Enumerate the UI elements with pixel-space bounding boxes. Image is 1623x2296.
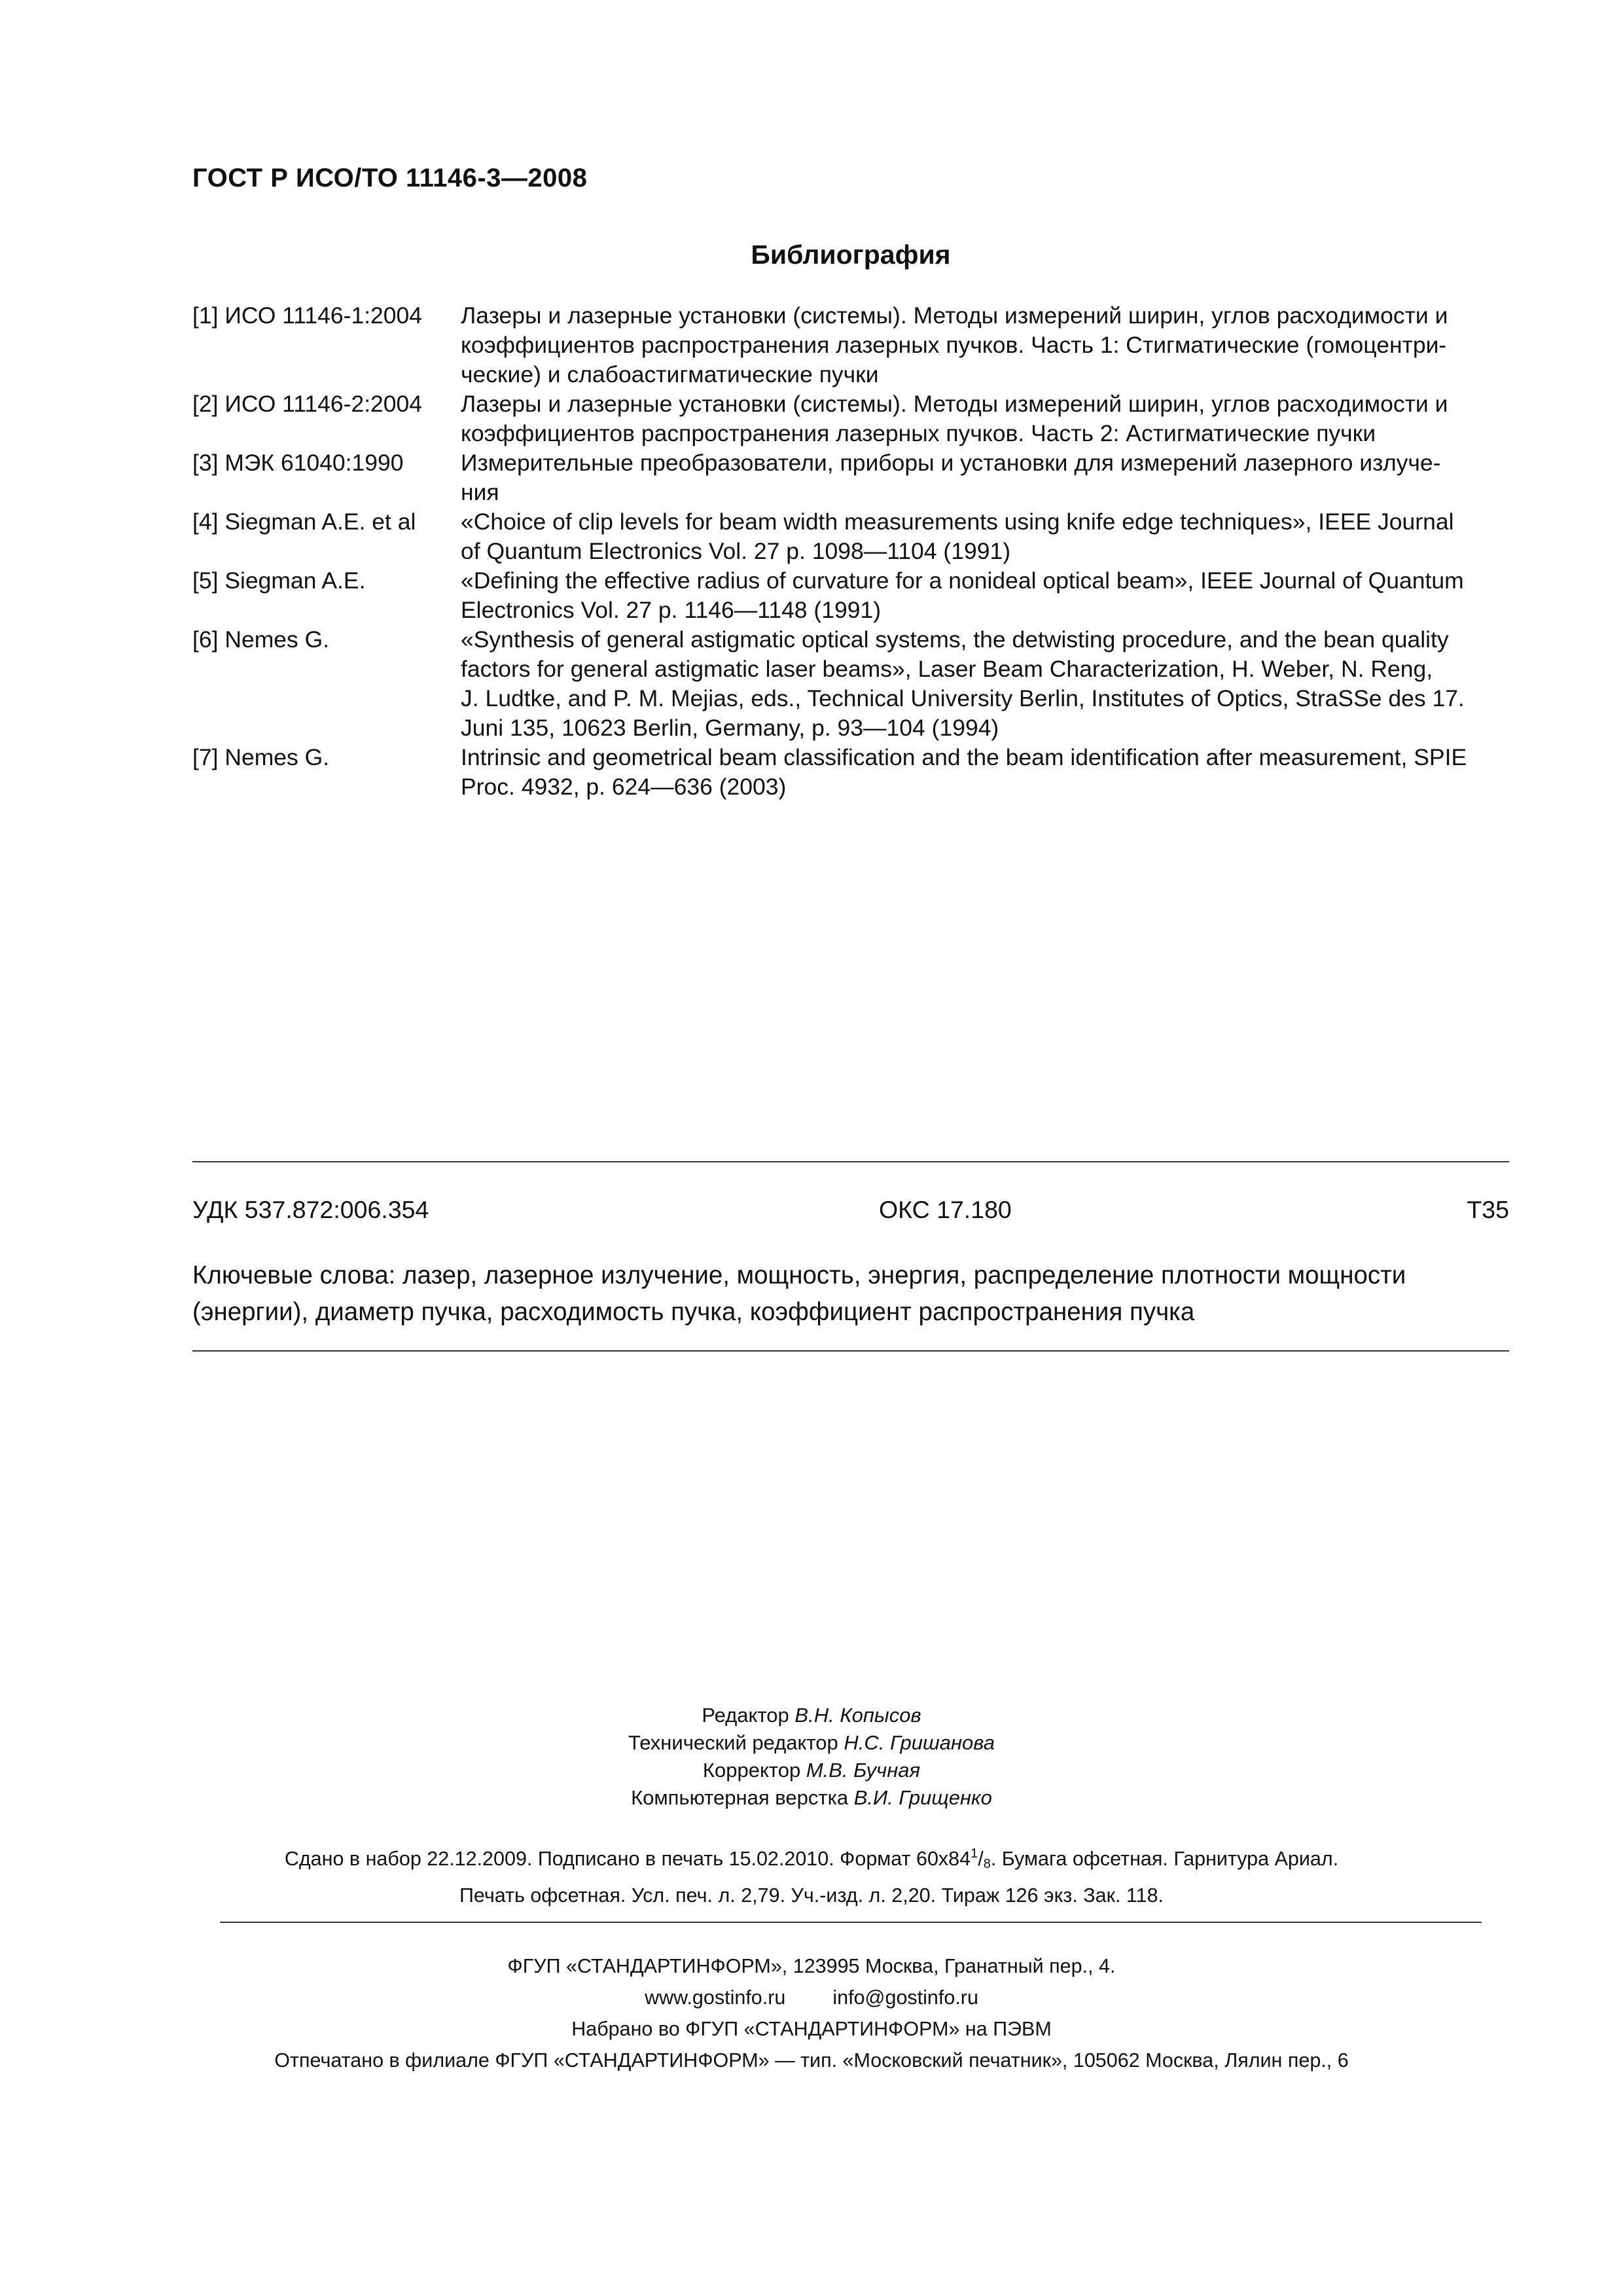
description-line: «Defining the effective radius of curvature for a nonideal optical beam», IEEE Journal of Quantum: [461, 567, 1464, 594]
bibliography-entry: [192, 389, 1509, 448]
description-line: коэффициентов распространения лазерных пучков. Часть 2: Астигматические пучки: [461, 420, 1376, 446]
bibliography-list: [192, 301, 1509, 802]
printed-at-info: Отпечатано в филиале ФГУП «СТАНДАРТИНФОРМ» — тип. «Московский печатник», 105062 Москва, Лялин пер., 6: [274, 2049, 1349, 2072]
classification-row: [192, 1196, 1509, 1224]
keywords-divider: [192, 1350, 1509, 1352]
publisher-divider: [220, 1922, 1482, 1923]
document-code-header: ГОСТ Р ИСО/ТО 11146-3—2008: [192, 164, 588, 192]
print-info-line: Сдано в набор 22.12.2009. Подписано в печать 15.02.2010. Формат $60x84^1/_8$. Бумага офсетная. Гарнитура Ариал.: [284, 1846, 1339, 1871]
bibliography-reference: [1] ИСО 11146-1:2004: [192, 302, 423, 329]
bibliography-description: [461, 301, 1509, 389]
description-line: ческие) и слабоастигматические пучки: [461, 361, 879, 387]
bibliography-entry: [192, 625, 1509, 743]
credit-role: Компьютерная верстка: [631, 1786, 849, 1809]
description-line: Proc. 4932, p. 624—636 (2003): [461, 774, 787, 800]
credit-name: М.В. Бучная: [806, 1759, 921, 1782]
credit-role: Технический редактор: [628, 1731, 838, 1754]
bibliography-reference: [2] ИСО 11146-2:2004: [192, 391, 423, 417]
credit-role: Редактор: [702, 1704, 789, 1727]
typeset-info: Набрано во ФГУП «СТАНДАРТИНФОРМ» на ПЭВМ: [571, 2018, 1052, 2040]
bibliography-reference: [7] Nemes G.: [192, 744, 330, 770]
bibliography-reference: [3] МЭК 61040:1990: [192, 450, 404, 476]
description-line: Лазеры и лазерные установки (системы). Методы измерений ширин, углов расходимости и: [461, 391, 1448, 417]
credit-name: Н.С. Гришанова: [844, 1731, 995, 1754]
keywords-line: Ключевые слова: лазер, лазерное излучение, мощность, энергия, распределение плотности мощности: [192, 1261, 1406, 1289]
description-line: of Quantum Electronics Vol. 27 p. 1098—1104 (1991): [461, 538, 1011, 564]
publisher-address: ФГУП «СТАНДАРТИНФОРМ», 123995 Москва, Гранатный пер., 4.: [507, 1955, 1116, 1977]
description-line: Лазеры и лазерные установки (системы). Методы измерений ширин, углов расходимости и: [461, 302, 1448, 329]
print-info-text: Сдано в набор 22.12.2009. Подписано в печать 15.02.2010. Формат 60x84: [284, 1848, 971, 1870]
email-link[interactable]: info@gostinfo.ru: [832, 1986, 978, 2009]
bibliography-description: [461, 743, 1509, 802]
bibliography-entry: [192, 566, 1509, 625]
bibliography-reference: [6] Nemes G.: [192, 626, 330, 653]
bibliography-description: [461, 507, 1509, 566]
credit-role: Корректор: [702, 1759, 801, 1782]
description-line: Измерительные преобразователи, приборы и установки для измерений лазерного излуче-: [461, 450, 1441, 476]
bibliography-entry: [192, 301, 1509, 389]
udk-code: УДК 537.872:006.354: [192, 1196, 429, 1223]
description-line: «Synthesis of general astigmatic optical systems, the detwisting procedure, and the bean quality: [461, 626, 1449, 653]
credits-block: [0, 1702, 1623, 1812]
bibliography-description: [461, 448, 1509, 507]
bibliography-entry: [192, 507, 1509, 566]
description-line: коэффициентов распространения лазерных пучков. Часть 1: Стигматические (гомоцентри-: [461, 332, 1447, 358]
bibliography-entry: [192, 743, 1509, 802]
keywords-line: (энергии), диаметр пучка, расходимость пучка, коэффициент распространения пучка: [192, 1298, 1195, 1326]
format-denominator: 8: [983, 1857, 991, 1871]
publisher-contacts: [0, 1982, 1623, 2013]
format-numerator: 1: [971, 1846, 978, 1861]
print-info-block: [0, 1838, 1623, 1911]
website-link[interactable]: www.gostinfo.ru: [645, 1986, 786, 2009]
description-line: factors for general astigmatic laser beams», Laser Beam Characterization, H. Weber, N. Reng,: [461, 656, 1433, 682]
description-line: J. Ludtke, and P. M. Mejias, eds., Technical University Berlin, Institutes of Optics, StraSSe des 17.: [461, 685, 1465, 711]
oks-code: ОКС 17.180: [879, 1196, 1012, 1223]
credit-line: [0, 1729, 1623, 1757]
publisher-block: [0, 1950, 1623, 2076]
description-line: Juni 135, 10623 Berlin, Germany, p. 93—104 (1994): [461, 715, 999, 741]
description-line: ния: [461, 479, 499, 505]
keywords-block: [192, 1257, 1509, 1331]
credit-line: [0, 1757, 1623, 1784]
bibliography-description: [461, 625, 1509, 743]
credit-line: [0, 1784, 1623, 1812]
bibliography-description: [461, 566, 1509, 625]
credit-line: [0, 1702, 1623, 1729]
print-info-line: Печать офсетная. Усл. печ. л. 2,79. Уч.-изд. л. 2,20. Тираж 126 экз. Зак. 118.: [459, 1884, 1164, 1907]
print-info-text: . Бумага офсетная. Гарнитура Ариал.: [990, 1848, 1339, 1870]
credit-name: В.Н. Копысов: [794, 1704, 921, 1727]
top-divider: [192, 1161, 1509, 1162]
bibliography-reference: [4] Siegman A.E. et al: [192, 509, 416, 535]
bibliography-reference: [5] Siegman A.E.: [192, 567, 366, 594]
group-code: Т35: [1467, 1196, 1509, 1223]
bibliography-entry: [192, 448, 1509, 507]
bibliography-title: Библиография: [751, 240, 951, 270]
credit-name: В.И. Грищенко: [853, 1786, 992, 1809]
description-line: Electronics Vol. 27 p. 1146—1148 (1991): [461, 597, 882, 623]
description-line: Intrinsic and geometrical beam classification and the beam identification after measurement, SPIE: [461, 744, 1467, 770]
bibliography-description: [461, 389, 1509, 448]
description-line: «Choice of clip levels for beam width measurements using knife edge techniques», IEEE Journal: [461, 509, 1454, 535]
